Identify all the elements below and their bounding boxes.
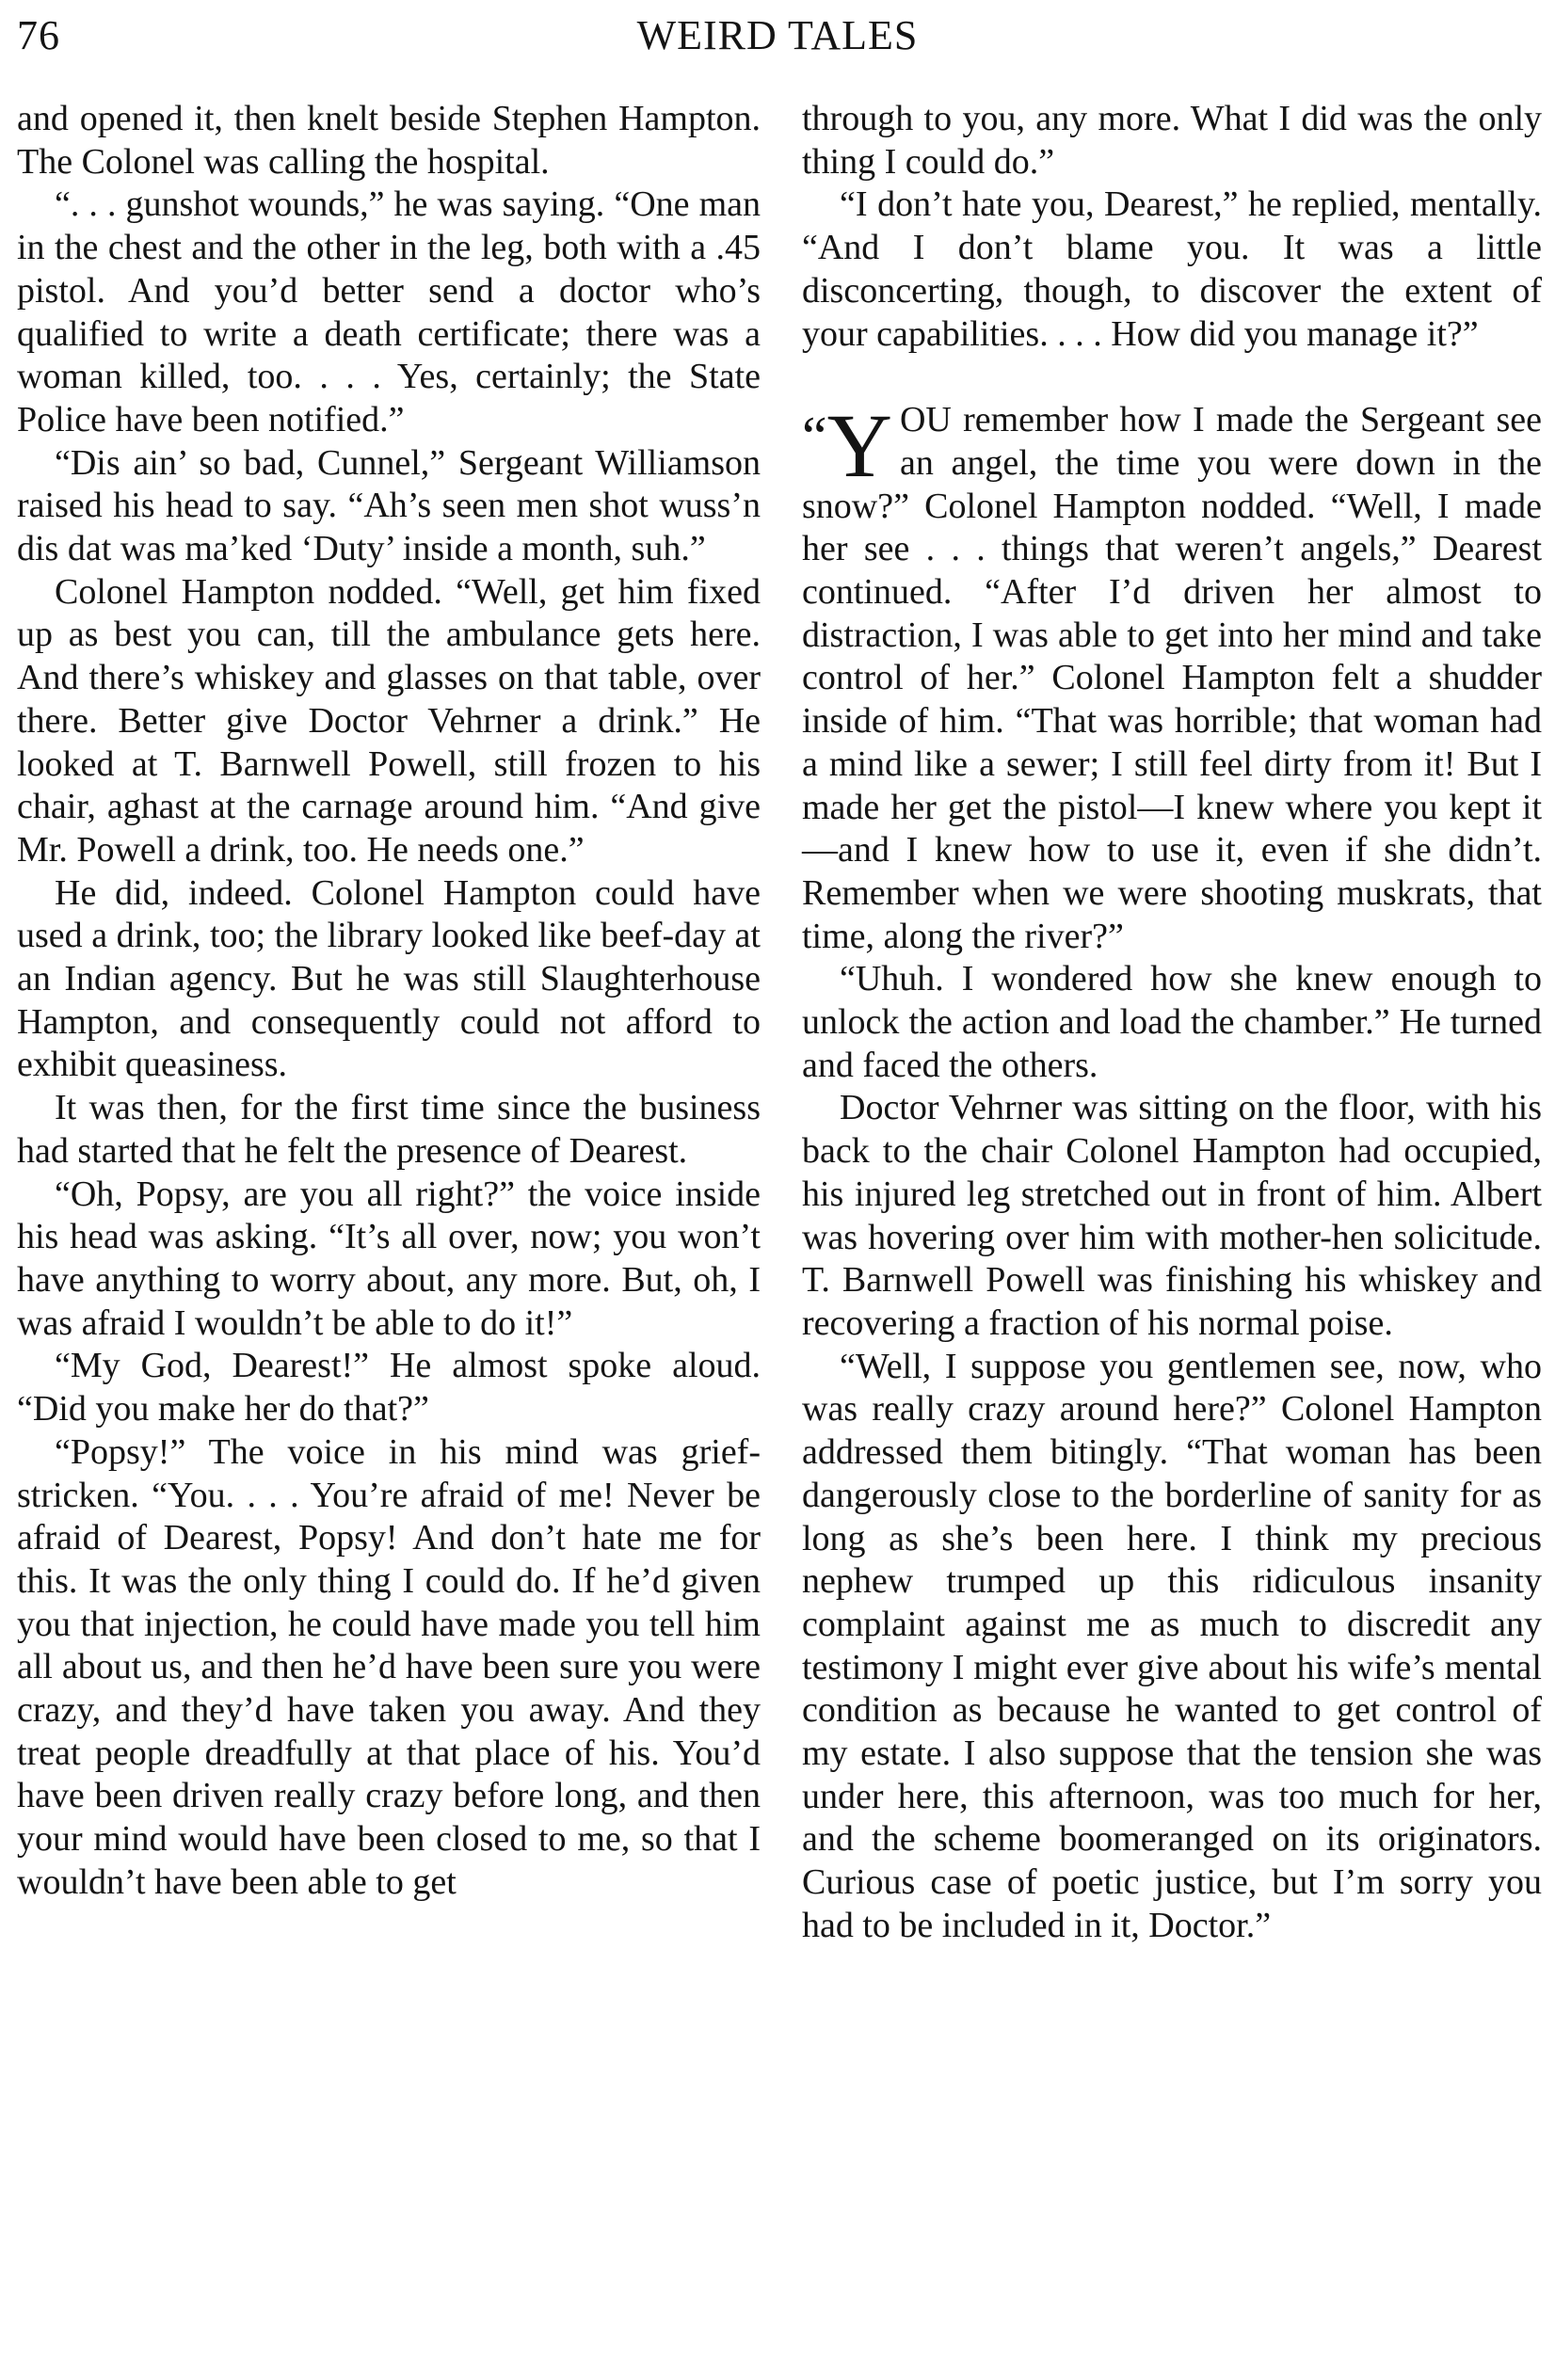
running-title: WEIRD TALES [636,12,919,58]
paragraph: Doctor Vehrner was sitting on the floor, with his back to the chair Colonel Hampton had occupied, his injured leg stretched out in front of him. Albert was hovering over him with mother-hen solicitude. T. Barnwell Powell was finishing his whiskey and recovering a fraction of his normal poise. [802,1088,1542,1343]
paragraph: “Uhuh. I wondered how she knew enough to unlock the action and load the chamber.” He turned and faced the others. [802,959,1542,1085]
drop-cap [802,395,892,497]
section-start-paragraph [802,395,1542,958]
paragraph: through to you, any more. What I did was the only thing I could do.” [802,99,1542,182]
paragraph: “My God, Dearest!” He almost spoke aloud. “Did you make her do that?” [17,1346,761,1430]
paragraph: “Dis ain’ so bad, Cunnel,” Sergeant Williamson raised his head to say. “Ah’s seen men shot wuss’n dis dat was ma’ked ‘Duty’ inside a month, suh.” [17,442,761,569]
paragraph: “. . . gunshot wounds,” he was saying. “One man in the chest and the other in the leg, both with a .45 pistol. And you’d better send a doctor who’s qualified to write a death certificate; there was a woman killed, too. . . . Yes, certainly; the State Police have been notified.” [17,184,761,439]
paragraph: and opened it, then knelt beside Stephen Hampton. The Colonel was calling the hospital. [17,99,761,182]
paragraph: “Oh, Popsy, are you all right?” the voice inside his head was asking. “It’s all over, now; you won’t have anything to worry about, any more. But, oh, I was afraid I wouldn’t be able to do it!” [17,1174,761,1343]
section-start-text: OU remember how I made the Sergeant see an angel, the time you were down in the snow?” Colonel Hampton nodded. “Well, I made her see . . . things that weren’t angels,” Dearest continued. “After I’d driven her almost to distraction, I was able to get into her mind and take control of her.” Colonel Hampton felt a shudder inside of him. “That was horrible; that woman had a mind like a sewer; I still feel dirty from it! But I made her get the pistol—I knew where you kept it—and I knew how to use it, even if she didn’t. Remember when we were shooting muskrats, that time, along the river?” [802,400,1542,956]
page-number: 76 [17,12,60,58]
left-column [17,98,761,1905]
paragraph: He did, indeed. Colonel Hampton could have used a drink, too; the library looked like beef-day at an Indian agency. But he was still Slaughterhouse Hampton, and consequently could not afford to exhibit queasiness. [17,872,761,1085]
right-column [802,98,1542,1948]
paragraph: “Well, I suppose you gentlemen see, now, who was really crazy around here?” Colonel Hampton addressed them bitingly. “That woman has been dangerously close to the borderline of sanity for as long as she’s been here. I think my precious nephew trumped up this ridiculous insanity complaint against me as much to discredit any testimony I might ever give about his wife’s mental condition as because he wanted to get control of my estate. I also suppose that the tension she was under here, this afternoon, was too much for her, and the scheme boomeranged on its originators. Curious case of poetic justice, but I’m sorry you had to be included in it, Doctor.” [802,1346,1542,1945]
drop-cap-quote: “ [802,406,827,469]
paragraph: “I don’t hate you, Dearest,” he replied, mentally. “And I don’t blame you. It was a little disconcerting, though, to discover the extent of your capabilities. . . . How did you manage it?” [802,184,1542,354]
paragraph: Colonel Hampton nodded. “Well, get him fixed up as best you can, till the ambulance gets here. And there’s whiskey and glasses on that table, over there. Better give Doctor Vehrner a drink.” He looked at T. Barnwell Powell, still frozen to his chair, aghast at the carnage around him. “And give Mr. Powell a drink, too. He needs one.” [17,571,761,870]
paragraph: “Popsy!” The voice in his mind was grief-stricken. “You. . . . You’re afraid of me! Never be afraid of Dearest, Popsy! And don’t hate me for this. It was the only thing I could do. If he’d given you that injection, he could have made you tell him all about us, and then he’d have been sure you were crazy, and they’d have taken you away. And they treat people dreadfully at that place of his. You’d have been driven really crazy before long, and then your mind would have been closed to me, so that I wouldn’t have been able to get [17,1431,761,1902]
drop-cap-letter: Y [826,395,892,497]
paragraph: It was then, for the first time since the business had started that he felt the presence of Dearest. [17,1088,761,1171]
page-header [0,8,1555,64]
